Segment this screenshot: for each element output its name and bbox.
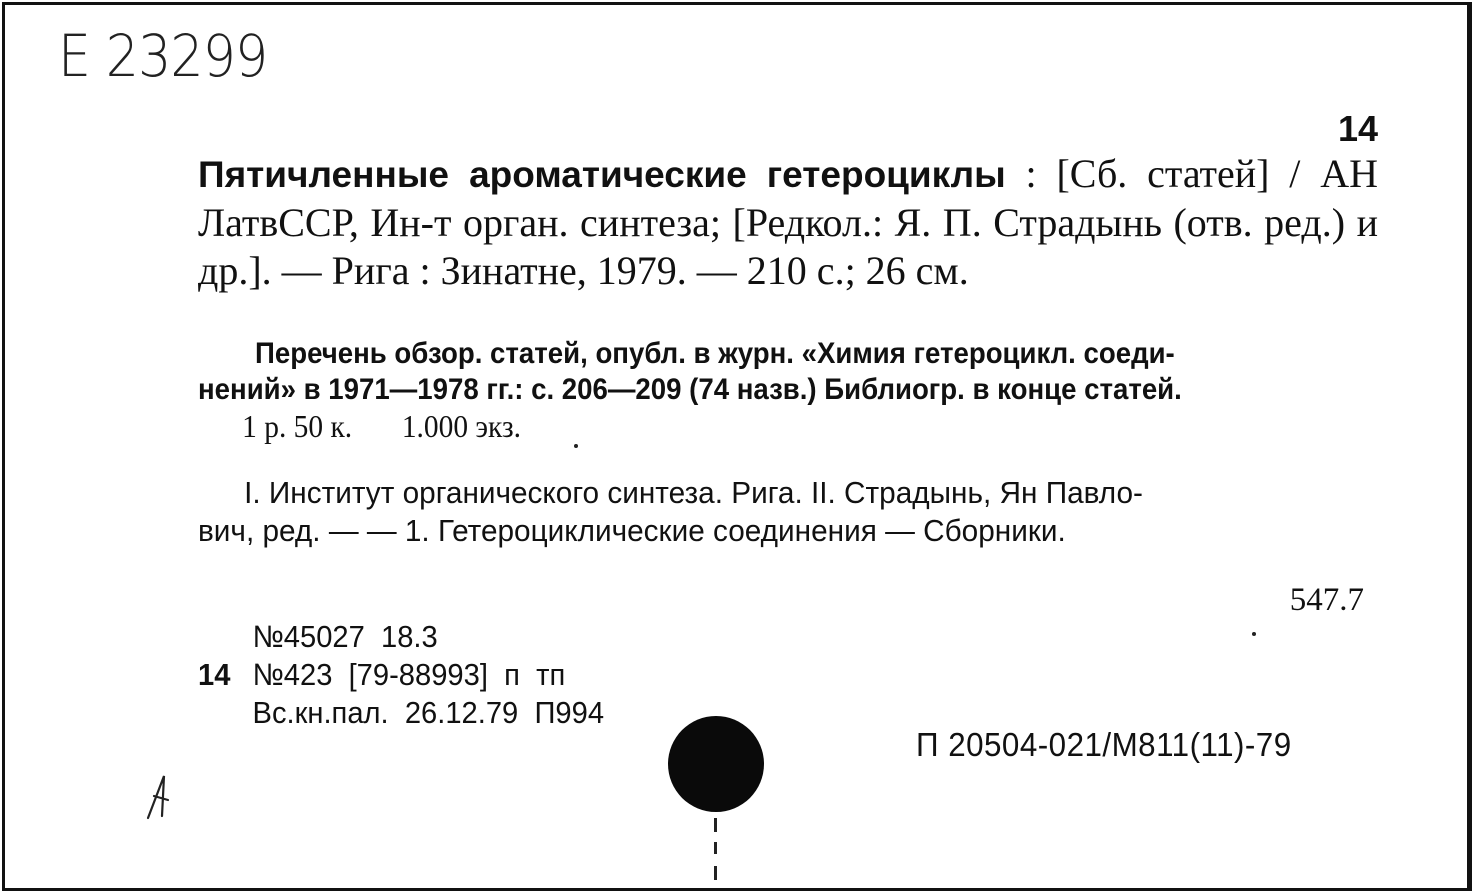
note-line: Перечень обзор. статей, опубл. в журн. «Химия гетероцикл. соеди- [255,337,1175,370]
cut-line [714,866,717,880]
price: 1 р. 50 к. [242,408,353,444]
card-number: 14 [1337,108,1378,149]
copies: 1.000 экз. [401,408,521,444]
control-code: П 20504-021/М811(11)-79 [916,726,1292,763]
tracing-line: вич, ред. — — 1. Гетероциклические соединения — Сборники. [198,513,1066,548]
stats-card-number: 14 [198,657,231,692]
book-title: Пятичленные ароматические гетероциклы [198,154,1006,195]
udc-index: 547.7 [1289,582,1364,618]
handwritten-mark [140,770,180,829]
registration-info [198,618,604,732]
stats-row: Вс.кн.пал. 26.12.79 П994 [252,695,605,730]
speck [574,444,578,448]
stats-row [198,656,604,694]
tracing-line: I. Институт органического синтеза. Рига. II. Страдынь, Ян Павло- [244,475,1143,510]
stats-row-text: №423 [79-88993] п тп [252,657,566,692]
punch-hole [668,716,764,812]
stats-row: №45027 18.3 [252,619,438,654]
cut-line [714,842,717,854]
inventory-number: E 23299 [58,22,268,90]
tracings-block [198,474,1331,550]
speck [1252,632,1256,636]
bibliographic-entry [198,150,1378,295]
cut-line [714,818,717,832]
notes-block [198,336,1293,444]
note-line: нений» в 1971—1978 гг.: с. 206—209 (74 назв.) Библиогр. в конце статей. [198,373,1182,406]
book-description: : [Сб. статей] / АН ЛатвССР, Ин-т орган. синтеза; [Редкол.: Я. П. Страдынь (отв. ред.) и др.]. — Рига : Зинатне, 1979. — 210 с.; 26 см. [198,151,1378,293]
price-copies-line [198,408,1293,444]
